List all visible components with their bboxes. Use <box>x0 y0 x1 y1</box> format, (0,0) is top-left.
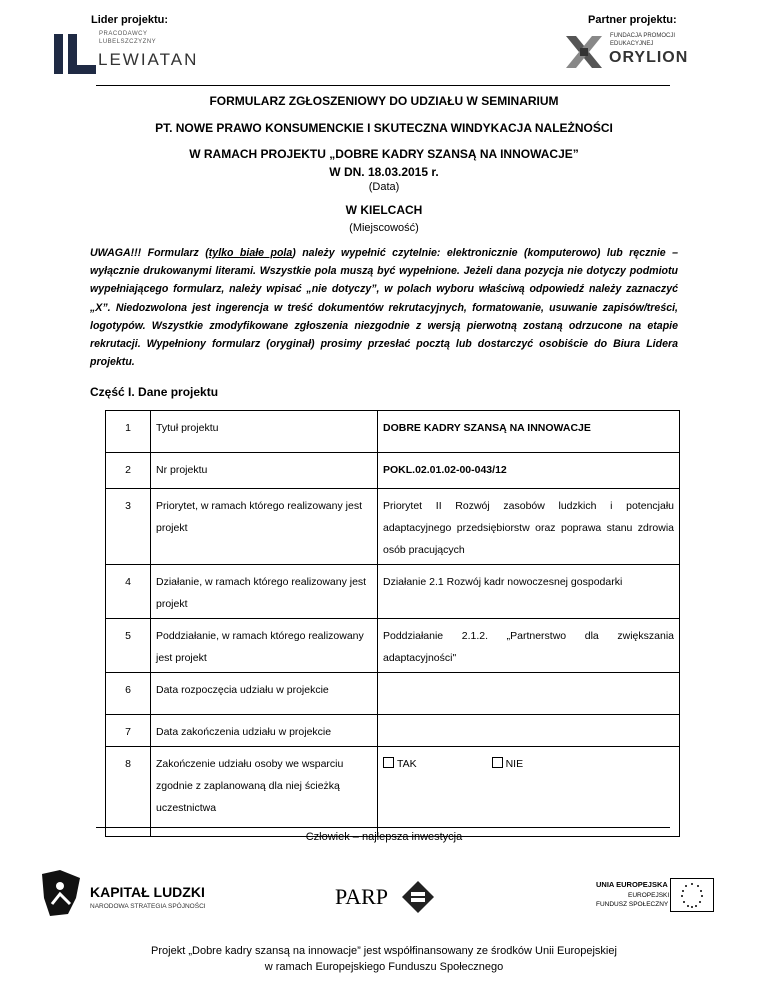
warning-paragraph <box>90 244 678 371</box>
row-field: Działanie, w ramach którego realizowany jest projekt <box>151 565 378 619</box>
kapital-ludzki-logo <box>40 868 220 924</box>
row-number: 3 <box>106 489 151 565</box>
table-row <box>106 747 680 837</box>
parp-mark-icon <box>401 880 435 914</box>
table-row <box>106 411 680 453</box>
option-no[interactable] <box>492 758 524 770</box>
date-label: (Data) <box>368 181 400 193</box>
eu-flag-icon <box>670 878 714 912</box>
form-title-line1: FORMULARZ ZGŁOSZENIOWY DO UDZIAŁU W SEMINARIUM <box>209 94 559 108</box>
table-row <box>106 619 680 673</box>
table-row <box>106 673 680 715</box>
table-row <box>106 453 680 489</box>
parp-logo <box>335 880 445 920</box>
lewiatan-logo <box>52 30 242 80</box>
row-number: 6 <box>106 673 151 715</box>
project-data-table <box>105 410 680 837</box>
row-field: Tytuł projektu <box>151 411 378 453</box>
row-field: Data zakończenia udziału w projekcie <box>151 715 378 747</box>
orylion-sub1: FUNDACJA PROMOCJI <box>610 33 676 39</box>
kapital-ludzki-mark-icon <box>40 868 82 918</box>
row-field: Data rozpoczęcia udziału w projekcie <box>151 673 378 715</box>
ue-line2: EUROPEJSKI <box>628 892 670 899</box>
start-date-field[interactable] <box>378 673 680 715</box>
lewiatan-mark-icon <box>52 32 98 76</box>
seminar-place: W KIELCACH <box>345 203 423 217</box>
table-row <box>106 565 680 619</box>
orylion-name: ORYLION <box>609 49 689 66</box>
table-row <box>106 715 680 747</box>
row-number: 2 <box>106 453 151 489</box>
lewiatan-name: LEWIATAN <box>98 50 199 69</box>
row-field: Priorytet, w ramach którego realizowany jest projekt <box>151 489 378 565</box>
lewiatan-sub2: LUBELSZCZYZNY <box>99 39 157 45</box>
kapital-ludzki-sub: NARODOWA STRATEGIA SPÓJNOŚCI <box>90 903 206 910</box>
warning-underline: tylko białe pola <box>208 247 293 259</box>
option-no-label: NIE <box>505 758 524 770</box>
row-value: Działanie 2.1 Rozwój kadr nowoczesnej gospodarki <box>378 565 680 619</box>
table-row <box>106 489 680 565</box>
end-date-field[interactable] <box>378 715 680 747</box>
checkbox-no[interactable] <box>492 757 503 768</box>
row-number: 7 <box>106 715 151 747</box>
row-value: Poddziałanie 2.1.2. „Partnerstwo dla zwiększania adaptacyjności" <box>378 619 680 673</box>
form-title-line2: PT. NOWE PRAWO KONSUMENCKIE I SKUTECZNA WINDYKACJA NALEŻNOŚCI <box>155 121 613 135</box>
orylion-logo <box>562 30 712 74</box>
row-field: Zakończenie udziału osoby we wsparciu zgodnie z zaplanowaną dla niej ścieżką uczestnictwa <box>151 747 378 837</box>
footer-slogan: Człowiek – najlepsza inwestycja <box>305 831 463 843</box>
footer-divider <box>96 827 670 828</box>
lewiatan-sub1: PRACODAWCY <box>99 31 148 37</box>
warning-rest: ) należy wypełnić czytelnie: elektronicznie (komputerowo) lub ręcznie – wyłącznie drukowanymi literami. Wszystkie pola muszą być wypełnione. Jeżeli dana pozycja nie dotyczy podmiotu wypełniającego formularz, należy wpisać „nie dotyczy”, w polach wyboru właściwą odpowiedź należy zaznaczyć „X”. Niedozwolona jest ingerencja w treść dokumentów rekrutacyjnych, formatowanie, usuwanie zapisów/treści, logotypów. Wszystkie zmodyfikowane zgłoszenia niezgodnie z wersją pierwotną zostaną odrzucone na etapie rekrutacji. Wypełniony formularz (oryginał) prosimy przesłać pocztą lub dostarczyć osobiście do Biura Lidera projektu. <box>90 247 678 369</box>
partner-label: Partner projektu: <box>588 14 677 26</box>
row-value: DOBRE KADRY SZANSĄ NA INNOWACJE <box>378 411 680 453</box>
ue-line3: FUNDUSZ SPOŁECZNY <box>596 901 669 908</box>
row-value: POKL.02.01.02-00-043/12 <box>378 453 680 489</box>
row-number: 1 <box>106 411 151 453</box>
ue-line1: UNIA EUROPEJSKA <box>596 880 668 889</box>
row-field: Nr projektu <box>151 453 378 489</box>
row-number: 4 <box>106 565 151 619</box>
header-divider <box>96 85 670 86</box>
warning-start: UWAGA!!! Formularz ( <box>90 247 209 259</box>
parp-name: PARP <box>335 884 389 909</box>
seminar-date: W DN. 18.03.2015 r. <box>329 165 439 179</box>
checkbox-yes[interactable] <box>383 757 394 768</box>
funding-note-line2: w ramach Europejskiego Funduszu Społecznego <box>264 961 504 973</box>
row-field: Poddziałanie, w ramach którego realizowany jest projekt <box>151 619 378 673</box>
place-label: (Miejscowość) <box>349 222 419 234</box>
orylion-mark-icon <box>562 32 606 72</box>
kapital-ludzki-name: KAPITAŁ LUDZKI <box>90 884 205 900</box>
leader-label: Lider projektu: <box>91 14 169 26</box>
row-number: 5 <box>106 619 151 673</box>
form-title-line3: W RAMACH PROJEKTU „DOBRE KADRY SZANSĄ NA INNOWACJE” <box>189 147 579 161</box>
section-title: Część I. Dane projektu <box>90 385 219 399</box>
funding-note-line1: Projekt „Dobre kadry szansą na innowacje” jest współfinansowany ze środków Unii Europejskiej <box>151 945 617 957</box>
option-yes[interactable] <box>383 758 417 770</box>
row-value: Priorytet II Rozwój zasobów ludzkich i potencjału adaptacyjnego przedsiębiorstw oraz poprawa stanu zdrowia osób pracujących <box>378 489 680 565</box>
orylion-sub2: EDUKACYJNEJ <box>610 41 654 47</box>
completion-options <box>378 747 680 837</box>
option-yes-label: TAK <box>397 758 417 770</box>
row-number: 8 <box>106 747 151 837</box>
